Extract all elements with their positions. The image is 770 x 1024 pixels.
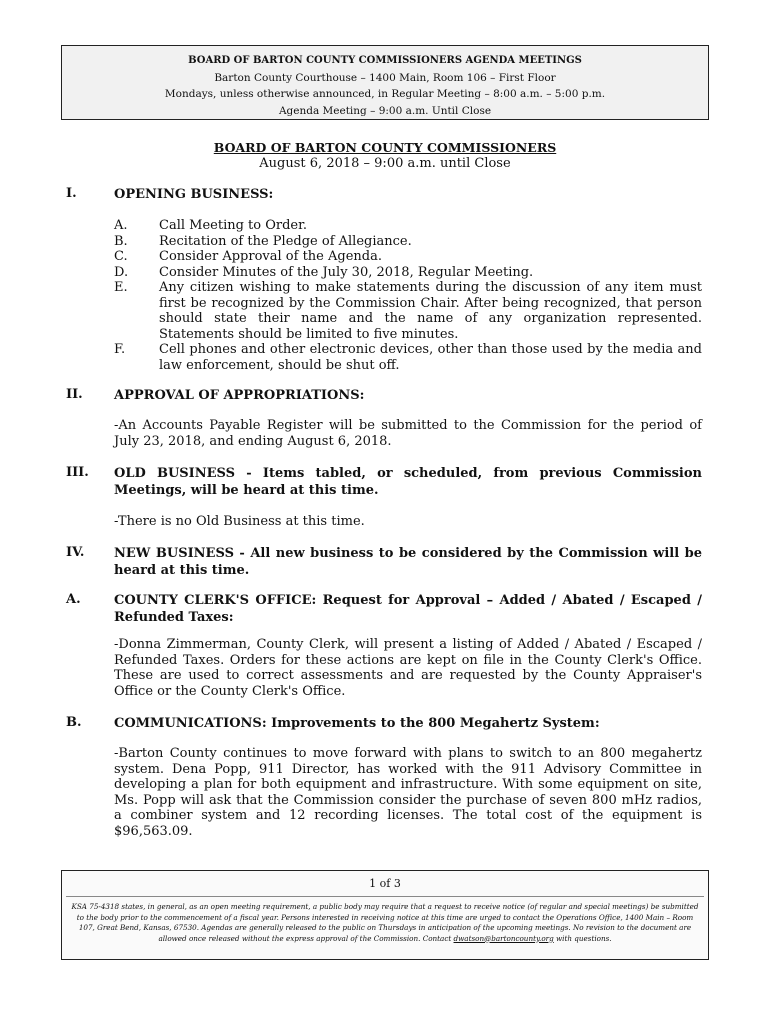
item-letter: B.	[114, 233, 128, 249]
header-line-2: Barton County Courthouse – 1400 Main, Room 106 – First Floor	[214, 71, 556, 84]
section-heading: OPENING BUSINESS:	[114, 187, 274, 202]
section-heading: COMMUNICATIONS: Improvements to the 800 Megahertz System:	[114, 716, 600, 731]
section-number: B.	[66, 715, 82, 730]
item-text: Cell phones and other electronic devices, other than those used by the media and law enforcement, should be shut off.	[159, 342, 702, 373]
item-text: Any citizen wishing to make statements during the discussion of any item must first be recognized by the Commission Chair. After being recognized, that person should state their name and the name of any organization represented. Statements should be limited to five minutes.	[159, 280, 702, 342]
item-text: Call Meeting to Order.	[159, 218, 308, 233]
title-line-1: BOARD OF BARTON COUNTY COMMISSIONERS	[213, 140, 557, 155]
title-line-2: August 6, 2018 – 9:00 a.m. until Close	[259, 156, 511, 171]
footer-notice	[62, 897, 708, 944]
item-text: Recitation of the Pledge of Allegiance.	[159, 233, 412, 249]
document-title	[0, 140, 770, 172]
section-heading: OLD BUSINESS - Items tabled, or scheduled, from previous Commission Meetings, will be heard at this time.	[114, 466, 702, 498]
item-text: Consider Approval of the Agenda.	[159, 249, 382, 264]
item-letter: C.	[114, 249, 128, 264]
footer-notice-end: with questions.	[556, 933, 612, 943]
section-heading: APPROVAL OF APPROPRIATIONS:	[114, 388, 365, 403]
section-body: -There is no Old Business at this time.	[114, 514, 365, 529]
section-body: -Barton County continues to move forward with plans to switch to an 800 megahertz system. Dena Popp, 911 Director, has worked with the 911 Advisory Committee in developing a plan for both equipment and infrastructure. With some equipment on site, Ms. Popp will ask that the Commission consider the purchase of seven 800 mHz radios, a combiner system and 12 recording licenses. The total cost of the equipment is $96,563.09.	[114, 746, 702, 839]
agenda-header-box	[61, 45, 709, 120]
header-line-3: Mondays, unless otherwise announced, in Regular Meeting – 8:00 a.m. – 5:00 p.m.	[164, 88, 606, 100]
section-number: A.	[66, 592, 81, 607]
contact-email-link[interactable]: dwatson@bartoncounty.org	[453, 933, 554, 943]
item-letter: A.	[114, 218, 128, 233]
section-body: -Donna Zimmerman, County Clerk, will present a listing of Added / Abated / Escaped / Refunded Taxes. Orders for these actions are kept on file in the County Clerk's Office. These are used to correct assessments and are requested by the County Appraiser's Office or the County Clerk's Office.	[114, 637, 702, 699]
page-footer-box	[61, 870, 709, 960]
section-number: IV.	[66, 545, 85, 560]
item-letter: E.	[114, 280, 128, 295]
section-number: I.	[66, 186, 77, 201]
page-number: 1 of 3	[369, 877, 401, 890]
header-line-4: Agenda Meeting – 9:00 a.m. Until Close	[278, 104, 492, 117]
item-letter: D.	[114, 264, 129, 280]
section-number: II.	[66, 387, 83, 402]
header-line-1: BOARD OF BARTON COUNTY COMMISSIONERS AGENDA MEETINGS	[188, 55, 582, 66]
section-heading: NEW BUSINESS - All new business to be considered by the Commission will be heard at this time.	[114, 546, 702, 578]
item-letter: F.	[114, 342, 126, 357]
item-text: Consider Minutes of the July 30, 2018, Regular Meeting.	[159, 264, 534, 280]
footer-notice-text: KSA 75-4318 states, in general, as an open meeting requirement, a public body may require that a request to receive notice (of regular and special meetings) be submitted to the body prior to the commencement of a fiscal year. Persons interested in receiving notice at this time are urged to contact the Operations Office, 1400 Main – Room 107, Great Bend, Kansas, 67530. Agendas are generally released to the public on Thursdays in anticipation of the upcoming meetings. No revision to the document are allowed once released without the express approval of the Commission. Contact	[71, 902, 699, 943]
section-number: III.	[66, 465, 89, 480]
section-body: -An Accounts Payable Register will be submitted to the Commission for the period of July 23, 2018, and ending August 6, 2018.	[114, 418, 702, 449]
section-heading: COUNTY CLERK'S OFFICE: Request for Approval – Added / Abated / Escaped / Refunded Taxes:	[114, 593, 702, 625]
